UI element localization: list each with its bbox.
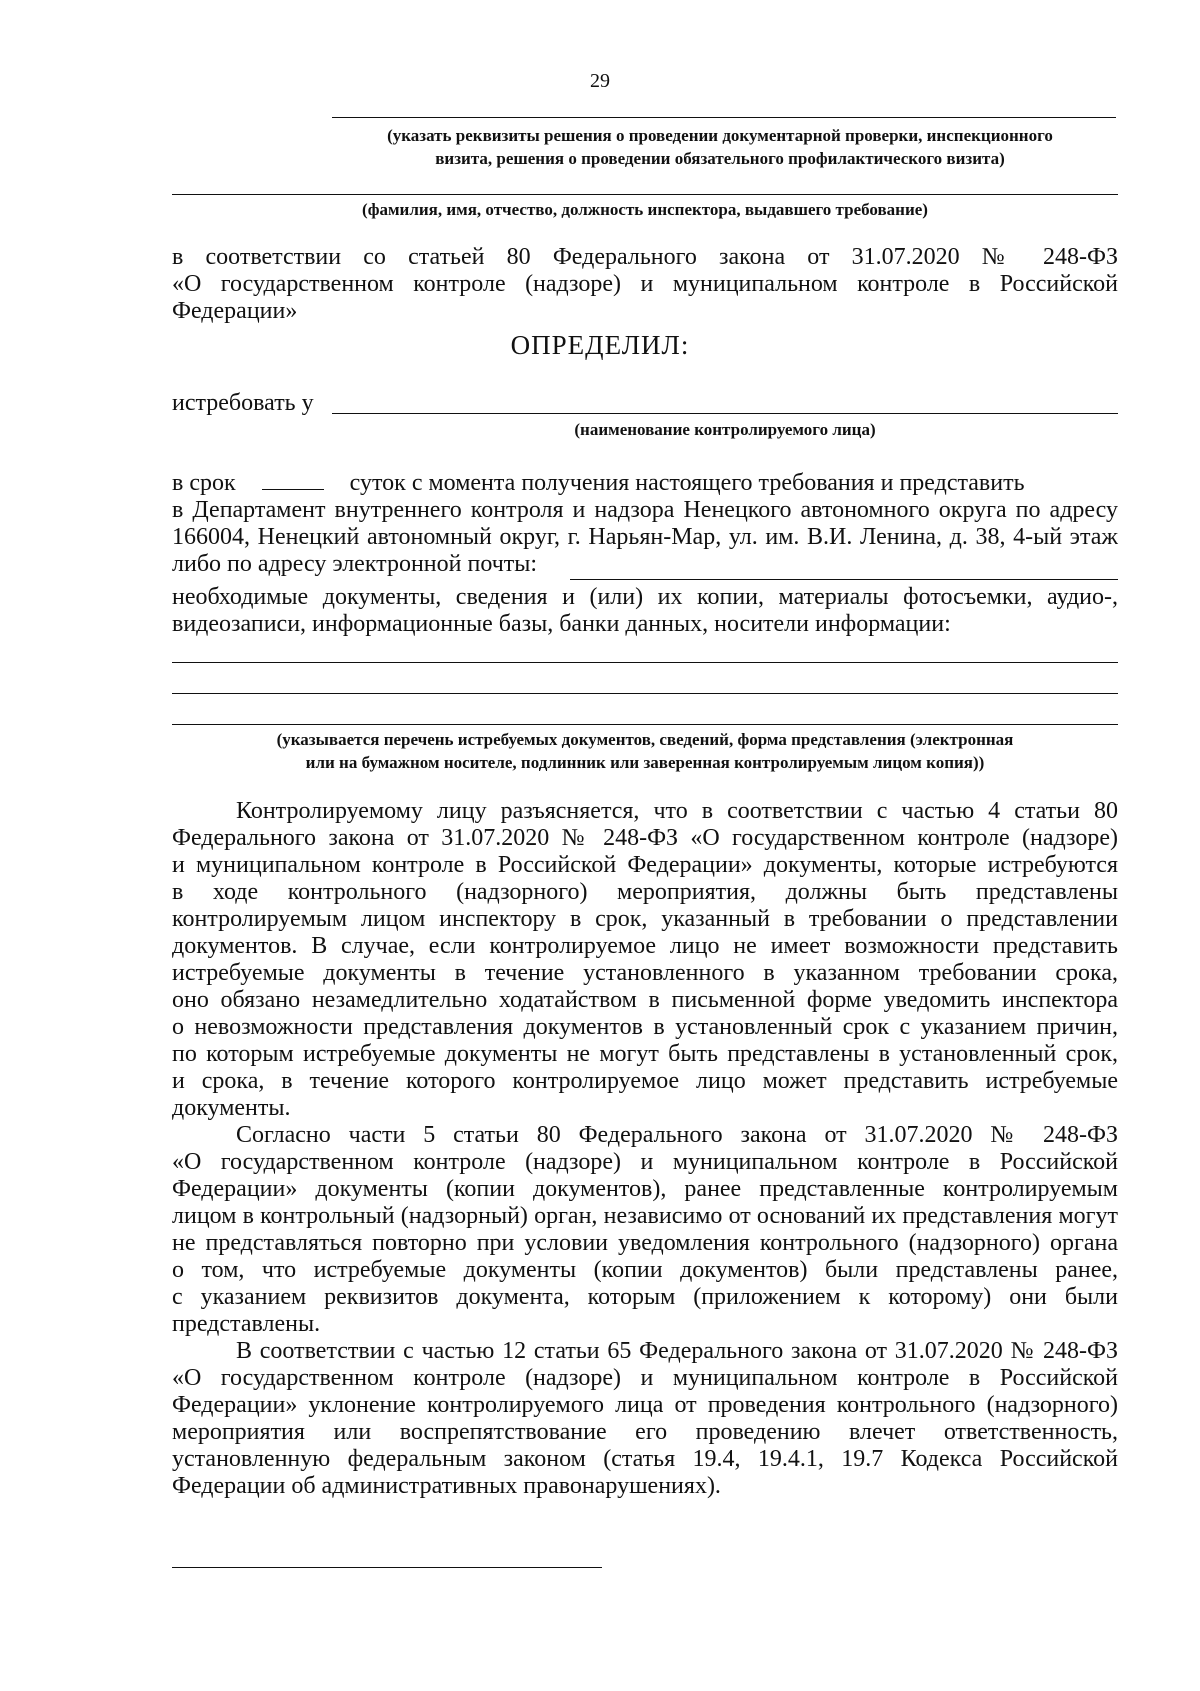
caption-line: визита, решения о проведении обязательного профилактического визита)	[435, 149, 1005, 168]
days-blank	[262, 489, 324, 490]
paragraph-line: Федерального закона от 31.07.2020 № 248-ФЗ «О государственном контроле (надзоре)	[172, 825, 1118, 851]
address-line: в Департамент внутреннего контроля и надзора Ненецкого автономного округа по адресу	[172, 497, 1118, 523]
caption-line: (указывается перечень истребуемых документов, сведений, форма представления (электронная	[276, 730, 1014, 749]
intro-paragraph	[172, 244, 1118, 325]
paragraph-line: В соответствии с частью 12 статьи 65 Федерального закона от 31.07.2020 № 248-ФЗ	[236, 1338, 1118, 1364]
footnote-separator	[172, 1567, 602, 1568]
paragraph-line: документы.	[172, 1095, 291, 1121]
controlled-entity-caption: (наименование контролируемого лица)	[574, 420, 876, 439]
documents-line: видеозаписи, информационные базы, банки данных, носители информации:	[172, 611, 951, 637]
paragraph-line: и муниципальном контроле в Российской Федерации» документы, которые истребуются	[172, 852, 1118, 878]
documents-list-caption	[172, 728, 1118, 774]
intro-line: Федерации»	[172, 298, 298, 324]
paragraph-line: оно обязано незамедлительно ходатайством в письменной форме уведомить инспектора	[172, 987, 1118, 1013]
paragraph-line: Согласно части 5 статьи 80 Федерального закона от 31.07.2020 № 248-ФЗ	[236, 1122, 1118, 1148]
email-blank-line	[570, 579, 1118, 580]
paragraph-line: в ходе контрольного (надзорного) мероприятия, должны быть представлены	[172, 879, 1118, 905]
documents-blank-line	[172, 662, 1118, 663]
paragraph-line: и срока, в течение которого контролируемое лицо может представить истребуемые	[172, 1068, 1118, 1094]
documents-paragraph	[172, 584, 1118, 638]
paragraph-line: документов. В случае, если контролируемое лицо не имеет возможности представить	[172, 933, 1118, 959]
documents-blank-line	[172, 693, 1118, 694]
documents-blank-line	[172, 724, 1118, 725]
paragraph-line: с указанием реквизитов документа, которым (приложением к которому) они были	[172, 1284, 1118, 1310]
deadline-prefix: в срок	[172, 470, 236, 496]
request-label: истребовать у	[172, 390, 314, 416]
paragraph-line: «О государственном контроле (надзоре) и муниципальном контроле в Российской	[172, 1149, 1118, 1175]
paragraph-line: установленную федеральным законом (статья 19.4, 19.4.1, 19.7 Кодекса Российской	[172, 1446, 1118, 1472]
decision-heading: ОПРЕДЕЛИЛ:	[510, 330, 690, 360]
paragraph-line: по которым истребуемые документы не могут быть представлены в установленный срок,	[172, 1041, 1118, 1067]
explanation-paragraph-2	[172, 1122, 1118, 1338]
inspector-blank-line	[172, 194, 1118, 195]
paragraph-line: Федерации» документы (копии документов), ранее представленные контролируемым	[172, 1176, 1118, 1202]
paragraph-line: представлены.	[172, 1311, 321, 1337]
address-line: 166004, Ненецкий автономный округ, г. Нарьян-Мар, ул. им. В.И. Ленина, д. 38, 4-ый этаж	[172, 524, 1118, 550]
intro-line: в соответствии со статьей 80 Федерального закона от 31.07.2020 № 248-ФЗ	[172, 244, 1118, 270]
deadline-block	[172, 470, 1118, 578]
paragraph-line: мероприятия или воспрепятствование его проведению влечет ответственность,	[172, 1419, 1118, 1445]
page-number: 29	[590, 70, 610, 92]
inspector-caption: (фамилия, имя, отчество, должность инспектора, выдавшего требование)	[362, 200, 928, 219]
paragraph-line: о невозможности представления документов в установленный срок с указанием причин,	[172, 1014, 1118, 1040]
caption-line: или на бумажном носителе, подлинник или заверенная контролируемым лицом копия))	[305, 753, 985, 772]
paragraph-line: истребуемые документы в течение установленного в указанном требовании срока,	[172, 960, 1118, 986]
documents-line: необходимые документы, сведения и (или) их копии, материалы фотосъемки, аудио-,	[172, 584, 1118, 610]
intro-line: «О государственном контроле (надзоре) и муниципальном контроле в Российской	[172, 271, 1118, 297]
paragraph-line: Контролируемому лицу разъясняется, что в соответствии с частью 4 статьи 80	[236, 798, 1118, 824]
paragraph-line: о том, что истребуемые документы (копии документов) были представлены ранее,	[172, 1257, 1118, 1283]
deadline-suffix: суток с момента получения настоящего требования и представить	[349, 470, 1025, 496]
caption-line: (указать реквизиты решения о проведении документарной проверки, инспекционного	[387, 126, 1053, 145]
paragraph-line: контролируемым лицом инспектору в срок, указанный в требовании о представлении	[172, 906, 1118, 932]
email-label: либо по адресу электронной почты:	[172, 551, 538, 577]
paragraph-line: лицом в контрольный (надзорный) орган, независимо от оснований их представления могут	[172, 1203, 1118, 1229]
decision-details-caption	[240, 124, 1200, 170]
paragraph-line: Федерации» уклонение контролируемого лица от проведения контрольного (надзорного)	[172, 1392, 1118, 1418]
paragraph-line: не представляться повторно при условии уведомления контрольного (надзорного) органа	[172, 1230, 1118, 1256]
explanation-paragraph-1	[172, 798, 1118, 1122]
paragraph-line: «О государственном контроле (надзоре) и муниципальном контроле в Российской	[172, 1365, 1118, 1391]
explanation-paragraph-3	[172, 1338, 1118, 1500]
controlled-entity-blank-line	[332, 413, 1118, 414]
deadline-line	[172, 470, 1118, 497]
email-line	[172, 551, 1118, 578]
decision-details-blank-line	[332, 117, 1116, 118]
paragraph-line: Федерации об административных правонарушениях).	[172, 1473, 721, 1499]
